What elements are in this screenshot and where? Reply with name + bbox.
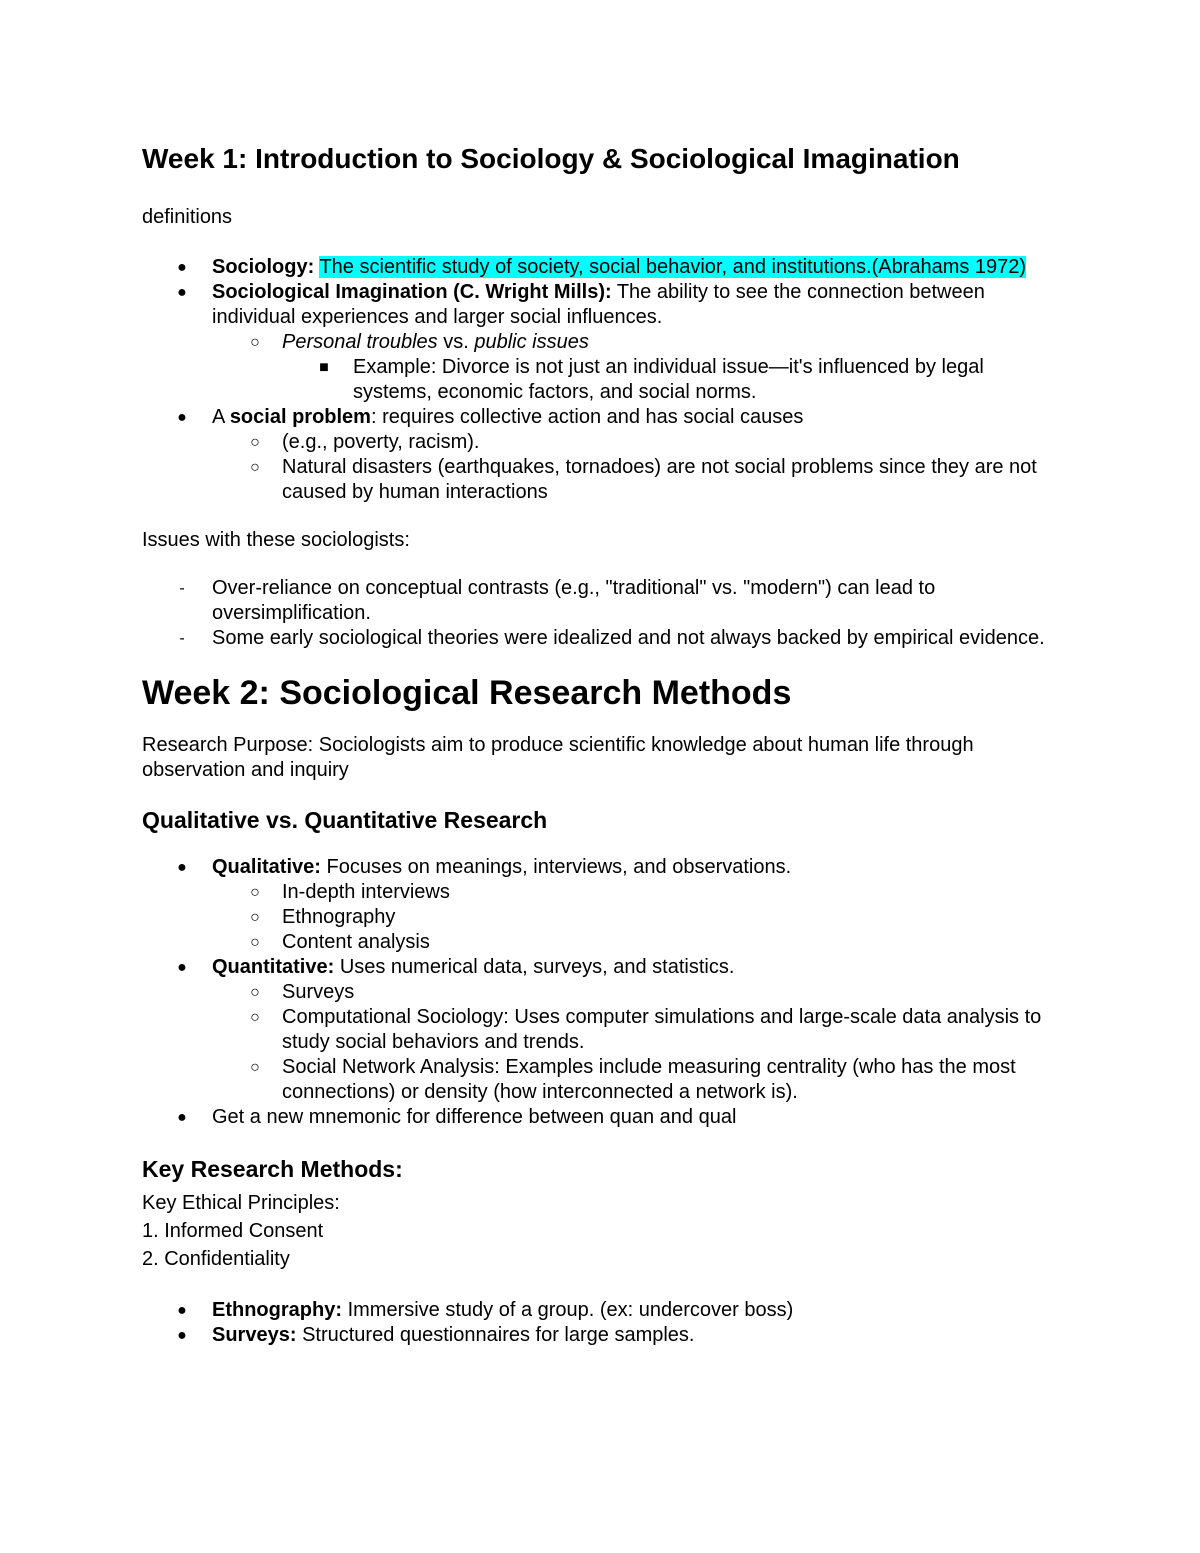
list-item — [142, 930, 1062, 955]
bullet-dash-icon: - — [179, 630, 185, 647]
ethics-label: Key Ethical Principles: — [142, 1192, 340, 1214]
bullet-disc-icon: ● — [177, 1302, 187, 1319]
definition-text: Focuses on meanings, interviews, and observations. — [326, 856, 792, 878]
issues-list — [142, 576, 1062, 651]
list-item — [142, 280, 1062, 330]
document-page — [142, 140, 1062, 1348]
item-text: Natural disasters (earthquakes, tornadoes) are not social problems since they are not caused by human interactions — [282, 456, 1037, 503]
definition-text: Immersive study of a group. (ex: undercover boss) — [347, 1299, 794, 1321]
list-item — [142, 405, 1062, 430]
list-item — [142, 1298, 1062, 1323]
research-types-list — [142, 855, 1062, 1130]
bullet-disc-icon: ● — [177, 1109, 187, 1126]
issues-label: Issues with these sociologists: — [142, 529, 410, 551]
bullet-circle-icon: ○ — [250, 1059, 260, 1076]
connector-text: vs. — [443, 331, 469, 353]
bullet-circle-icon: ○ — [250, 934, 260, 951]
bullet-circle-icon: ○ — [250, 434, 260, 451]
list-item — [142, 576, 1062, 626]
example-text: Example: Divorce is not just an individual issue—it's influenced by legal systems, economic factors, and social norms. — [353, 356, 984, 403]
item-text: Content analysis — [282, 931, 430, 953]
italic-term: public issues — [474, 331, 589, 353]
definition-text: The ability to see the connection between individual experiences and larger social influences. — [212, 281, 985, 328]
week2-heading: Week 2: Sociological Research Methods — [142, 674, 792, 712]
bullet-circle-icon: ○ — [250, 459, 260, 476]
item-text: (e.g., poverty, racism). — [282, 431, 480, 453]
methods-list — [142, 1298, 1062, 1348]
prefix-text: A — [212, 406, 225, 428]
definitions-list — [142, 255, 1062, 505]
bullet-square-icon: ■ — [319, 359, 329, 376]
term-qualitative: Qualitative: — [212, 856, 321, 878]
bullet-disc-icon: ● — [177, 859, 187, 876]
qual-vs-quan-heading: Qualitative vs. Quantitative Research — [142, 807, 548, 833]
key-research-methods-heading: Key Research Methods: — [142, 1156, 403, 1182]
bullet-circle-icon: ○ — [250, 984, 260, 1001]
definition-text: : requires collective action and has social causes — [370, 406, 804, 428]
list-item — [142, 430, 1062, 455]
item-text: Social Network Analysis: Examples include measuring centrality (who has the most connections) or density (how interconnected a network is). — [282, 1056, 1016, 1103]
ethics-item: 1. Informed Consent — [142, 1220, 324, 1242]
list-item — [142, 626, 1062, 651]
definition-text: Uses numerical data, surveys, and statistics. — [339, 956, 735, 978]
term-ethnography: Ethnography: — [212, 1299, 342, 1321]
list-item — [142, 255, 1062, 280]
bullet-disc-icon: ● — [177, 409, 187, 426]
list-item — [142, 1105, 1062, 1130]
list-item — [142, 455, 1062, 505]
item-text: Ethnography — [282, 906, 396, 928]
term-sociology: Sociology: — [212, 256, 315, 278]
bullet-circle-icon: ○ — [250, 884, 260, 901]
research-purpose: Research Purpose: Sociologists aim to produce scientific knowledge about human life through observation and inquiry — [142, 734, 974, 781]
list-item — [142, 355, 1062, 405]
term-surveys: Surveys: — [212, 1324, 297, 1346]
bullet-disc-icon: ● — [177, 959, 187, 976]
term-quantitative: Quantitative: — [212, 956, 335, 978]
term-sociological-imagination: Sociological Imagination (C. Wright Mills): — [212, 281, 612, 303]
bullet-disc-icon: ● — [177, 1327, 187, 1344]
highlighted-definition: The scientific study of society, social behavior, and institutions.(Abrahams 1972) — [319, 256, 1027, 278]
list-item — [142, 955, 1062, 980]
list-item — [142, 1323, 1062, 1348]
term-social-problem: social problem — [229, 406, 371, 428]
list-item — [142, 880, 1062, 905]
list-item — [142, 980, 1062, 1005]
item-text: Get a new mnemonic for difference between quan and qual — [212, 1106, 737, 1128]
week1-heading: Week 1: Introduction to Sociology & Sociological Imagination — [142, 143, 960, 174]
definition-text: Structured questionnaires for large samples. — [302, 1324, 695, 1346]
item-text: Over-reliance on conceptual contrasts (e.g., "traditional" vs. "modern") can lead to oversimplification. — [212, 577, 936, 624]
item-text: Some early sociological theories were idealized and not always backed by empirical evidence. — [212, 627, 1045, 649]
italic-term: Personal troubles — [282, 331, 438, 353]
bullet-circle-icon: ○ — [250, 1009, 260, 1026]
item-text: In-depth interviews — [282, 881, 450, 903]
list-item — [142, 1005, 1062, 1055]
item-text: Surveys — [282, 981, 355, 1003]
list-item — [142, 855, 1062, 880]
list-item — [142, 330, 1062, 355]
bullet-disc-icon: ● — [177, 259, 187, 276]
bullet-dash-icon: - — [179, 580, 185, 597]
bullet-circle-icon: ○ — [250, 334, 260, 351]
ethics-item: 2. Confidentiality — [142, 1248, 290, 1270]
list-item — [142, 905, 1062, 930]
item-text: Computational Sociology: Uses computer simulations and large-scale data analysis to study social behaviors and trends. — [282, 1006, 1042, 1053]
list-item — [142, 1055, 1062, 1105]
definitions-label: definitions — [142, 206, 233, 228]
bullet-circle-icon: ○ — [250, 909, 260, 926]
bullet-disc-icon: ● — [177, 284, 187, 301]
